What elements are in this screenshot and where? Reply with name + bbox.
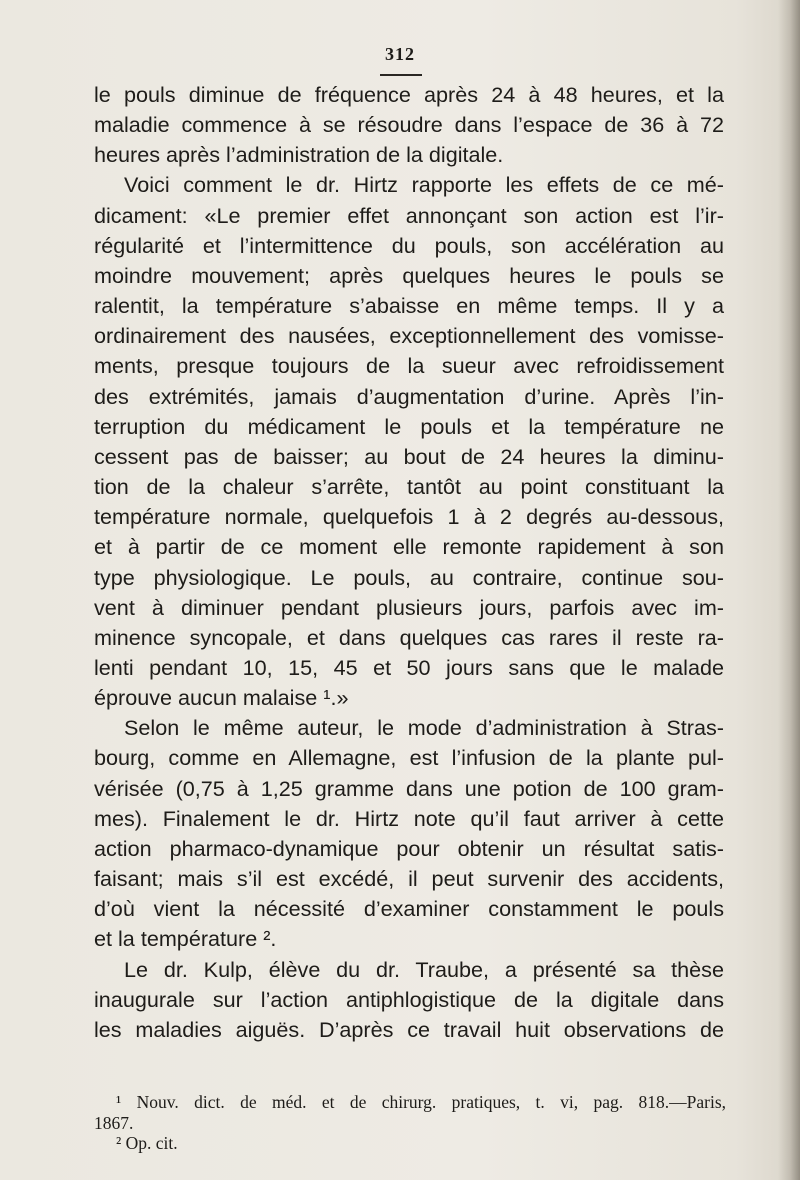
text-line: ordinairement des nausées, exceptionnellement des vomisse-	[94, 323, 724, 349]
text-line: terruption du médicament le pouls et la température ne	[94, 413, 724, 439]
footnote-2: ² Op. cit.	[116, 1133, 178, 1153]
text-line: cessent pas de baisser; au bout de 24 heures la diminu-	[94, 443, 724, 469]
page-number-underline	[380, 74, 422, 76]
footnote-1-continuation: 1867.	[94, 1112, 134, 1133]
text-line: et la température ².	[94, 926, 277, 952]
text-line: ralentit, la température s’abaisse en même temps. Il y a	[94, 293, 724, 319]
text-line: mes). Finalement le dr. Hirtz note qu’il faut arriver à cette	[94, 805, 724, 831]
text-line: faisant; mais s’il est excédé, il peut survenir des accidents,	[94, 866, 724, 892]
page-edge-shadow	[778, 0, 800, 1180]
text-line: heures après l’administration de la digitale.	[94, 142, 504, 168]
text-line: maladie commence à se résoudre dans l’espace de 36 à 72	[94, 112, 724, 138]
text-line: régularité et l’intermittence du pouls, son accélération au	[94, 232, 724, 258]
page-number: 312	[385, 44, 415, 64]
text-line: inaugurale sur l’action antiphlogistique de la digitale dans	[94, 986, 724, 1012]
text-line: les maladies aiguës. D’après ce travail huit observations de	[94, 1016, 724, 1042]
footnotes	[94, 1092, 726, 1154]
text-line: éprouve aucun malaise ¹.»	[94, 685, 349, 711]
text-line: minence syncopale, et dans quelques cas rares il reste ra-	[94, 624, 724, 650]
body-text	[94, 80, 724, 1045]
text-line: Voici comment le dr. Hirtz rapporte les effets de ce mé-	[124, 172, 724, 198]
text-line: action pharmaco-dynamique pour obtenir un résultat satis-	[94, 835, 724, 861]
text-line: température normale, quelquefois 1 à 2 degrés au-dessous,	[94, 504, 724, 530]
text-line: vérisée (0,75 à 1,25 gramme dans une potion de 100 gram-	[94, 775, 724, 801]
text-line: d’où vient la nécessité d’examiner constamment le pouls	[94, 896, 724, 922]
text-line: type physiologique. Le pouls, au contraire, continue sou-	[94, 564, 724, 590]
text-line: des extrémités, jamais d’augmentation d’urine. Après l’in-	[94, 383, 724, 409]
text-line: bourg, comme en Allemagne, est l’infusion de la plante pul-	[94, 745, 724, 771]
text-line: dicament: «Le premier effet annonçant son action est l’ir-	[94, 202, 724, 228]
text-line: ments, presque toujours de la sueur avec refroidissement	[94, 353, 724, 379]
text-line: Selon le même auteur, le mode d’administration à Stras-	[124, 715, 724, 741]
text-line: tion de la chaleur s’arrête, tantôt au point constituant la	[94, 474, 724, 500]
text-line: et à partir de ce moment elle remonte rapidement à son	[94, 534, 724, 560]
text-line: vent à diminuer pendant plusieurs jours, parfois avec im-	[94, 594, 724, 620]
text-line: lenti pendant 10, 15, 45 et 50 jours sans que le malade	[94, 654, 724, 680]
footnote-1: ¹ Nouv. dict. de méd. et de chirurg. pratiques, t. vi, pag. 818.—Paris,	[116, 1092, 726, 1112]
text-line: le pouls diminue de fréquence après 24 à 48 heures, et la	[94, 82, 724, 107]
text-line: Le dr. Kulp, élève du dr. Traube, a présenté sa thèse	[124, 956, 724, 982]
text-line: moindre mouvement; après quelques heures le pouls se	[94, 262, 724, 288]
